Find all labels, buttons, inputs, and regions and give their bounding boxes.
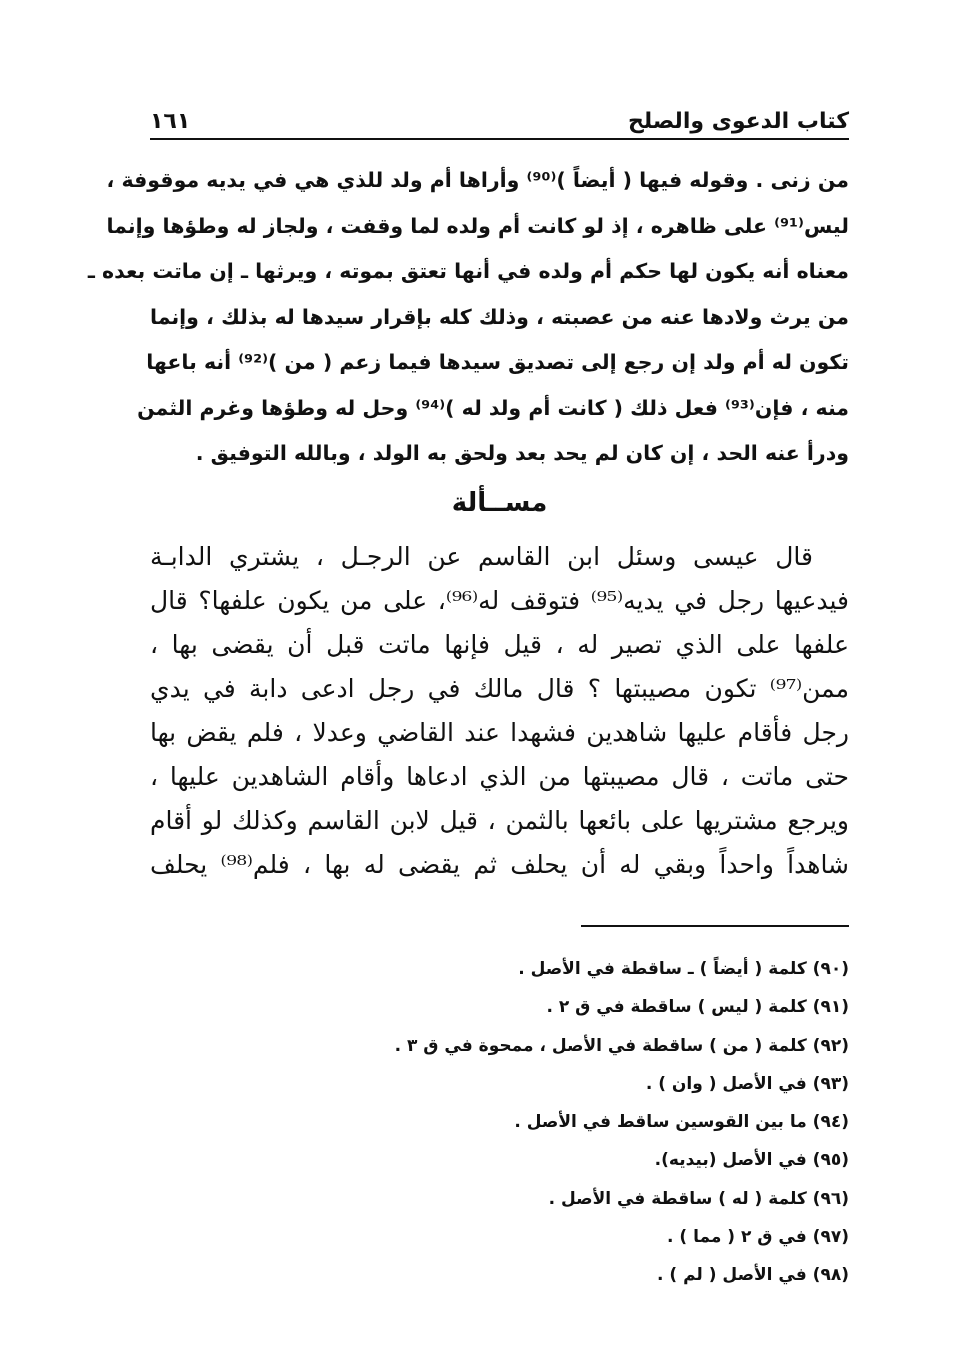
footnote-divider (581, 925, 849, 927)
page-number: ١٦١ (150, 109, 191, 134)
text-line: رجل فأقام عليها شاهدين فشهدا عند القاضي وعدلا ، فلم يقض بها (150, 718, 849, 747)
footnote: (٩٤) ما بين القوسين ساقط في الأصل . (514, 1112, 849, 1133)
footnote: (٩٦) كلمة ( له ) ساقطة في الأصل . (548, 1188, 849, 1209)
text-line: من زنى . وقوله فيها ( أيضاً )⁽⁹⁰⁾ وأراها أم ولد للذي هي في يديه موقوفة ، (106, 168, 849, 192)
footnote: (٩٠) كلمة ( أيضاً ) ـ ساقطة في الأصل . (518, 959, 849, 979)
text-line: ليس⁽⁹¹⁾ على ظاهره ، إذ لو كانت أم ولده لما وقفت ، ولجاز له وطؤها وإنما (106, 213, 849, 238)
footnote: (٩١) كلمة ( ليس ) ساقطة في ق ٢ . (546, 997, 849, 1018)
text-line: تكون له أم ولد إن رجع إلى تصديق سيدها فيما زعم ( من )⁽⁹²⁾ أنه باعها (146, 350, 849, 374)
section-heading: مســألة (451, 488, 548, 518)
footnote: (٩٧) في ق ٢ ( مما ) . (667, 1227, 849, 1248)
text-line: ودرأ عنه الحد ، إن كان لم يحد بعد ولحق به الولد ، وبالله التوفيق . (195, 441, 849, 465)
footnotes-list (150, 950, 849, 1295)
footnote: (٩٣) في الأصل ( وان ) . (645, 1073, 849, 1094)
page-header (150, 92, 849, 140)
text-line: معناه أنه يكون لها حكم أم ولده في أنها تعتق بموته ، ويرثها ـ إن ماتت بعده ـ (87, 259, 849, 283)
text-line: شاهداً واحداً وبقي له أن يحلف ثم يقضى له بها ، فلم⁽⁹⁸⁾ يحلف (150, 850, 850, 879)
text-line: منه ، فإن⁽⁹³⁾ فعل ذلك ( كانت أم ولد له )⁽⁹⁴⁾ وحل له وطؤها وغرم الثمن (137, 395, 849, 420)
text-line: فيدعيها رجل في يديه⁽⁹⁵⁾ فتوقف له⁽⁹⁶⁾، على من يكون علفها؟ قال (150, 586, 850, 615)
text-line: علفها على الذي تصير له ، قيل فإنها ماتت قبل أن يقضى بها ، (150, 630, 849, 659)
running-title: كتاب الدعوى والصلح (628, 109, 849, 134)
commentary-paragraph (87, 158, 849, 477)
text-line: حتى ماتت ، قال مصيبتها من الذي ادعاها وأقام الشاهدين عليها ، (150, 762, 849, 791)
footnote: (٩٨) في الأصل ( لم ) . (657, 1265, 849, 1286)
footnote: (٩٥) في الأصل (بيديه). (654, 1150, 849, 1171)
text-line: من يرث ولادها عنه من عصبته ، وذلك كله بإقرار سيدها له بذلك ، وإنما (150, 304, 849, 329)
text-line: ممن⁽⁹⁷⁾ تكون مصيبتها ؟ قال مالك في رجل ادعى دابة في يدي (150, 674, 849, 703)
text-line: قال عيسى وسئل ابن القاسم عن الرجـل ، يشتري الدابـة (150, 542, 813, 571)
main-paragraph (150, 535, 849, 887)
footnote: (٩٢) كلمة ( من ) ساقطة في الأصل ، ممحوة في ق ٣ . (394, 1035, 849, 1056)
text-line: ويرجع مشتريها على بائعها بالثمن ، قيل لابن القاسم وكذلك لو أقام (150, 806, 849, 835)
